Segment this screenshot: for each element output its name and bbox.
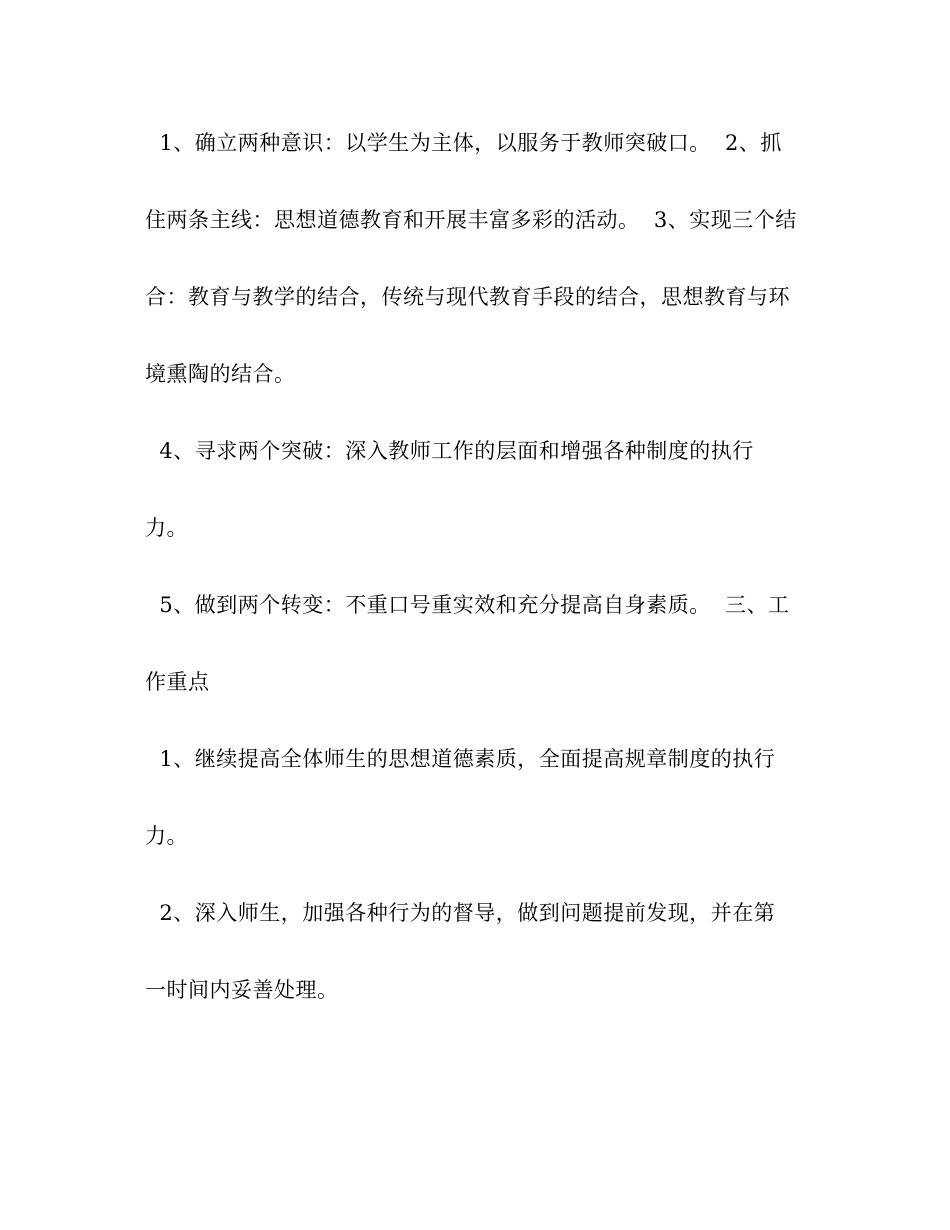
document-text-body (145, 119, 810, 1043)
text-line: 4、寻求两个突破：深入教师工作的层面和增强各种制度的执行 (145, 439, 754, 463)
text-line: 住两条主线：思想道德教育和开展丰富多彩的活动。 3、实现三个结 (145, 208, 797, 232)
text-line: 1、继续提高全体师生的思想道德素质，全面提高规章制度的执行 (145, 747, 776, 771)
text-line: 合：教育与教学的结合，传统与现代教育手段的结合，思想教育与环 (145, 285, 790, 309)
text-line: 力。 (145, 516, 188, 540)
text-line: 一时间内妥善处理。 (145, 978, 339, 1002)
text-line: 2、深入师生，加强各种行为的督导，做到问题提前发现，并在第 (145, 901, 776, 925)
text-line: 境熏陶的结合。 (145, 362, 296, 386)
text-line: 1、确立两种意识：以学生为主体，以服务于教师突破口。 2、抓 (145, 131, 782, 155)
text-line: 5、做到两个转变：不重口号重实效和充分提高自身素质。 三、工 (145, 593, 790, 617)
text-line: 作重点 (145, 670, 210, 694)
text-line: 力。 (145, 824, 188, 848)
